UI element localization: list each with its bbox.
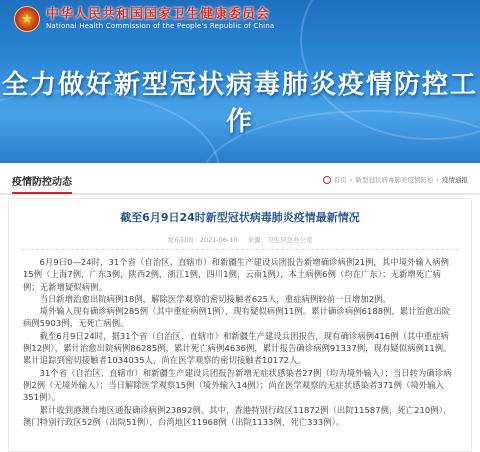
article-meta: [9, 235, 471, 244]
section-navbar: [0, 163, 480, 195]
article-panel: [8, 198, 472, 452]
article-paragraph: 累计收到港澳台地区通报确诊病例23892例。其中，香港特别行政区11872例（出院11587例，死亡210例），澳门特别行政区52例（出院51例），台湾地区11968例（出院1133例，死亡333例）。: [23, 404, 452, 427]
national-emblem-icon: ★: [14, 6, 40, 32]
article-title: 截至6月9日24时新型冠状病毒肺炎疫情最新情况: [120, 211, 360, 224]
breadcrumb-current[interactable]: 疫情通报: [442, 176, 468, 184]
header-banner: [0, 0, 480, 163]
article-body: [9, 250, 471, 428]
article-paragraph: 6月9日0—24时，31个省（自治区、直辖市）和新疆生产建设兵团报告新增确诊病例21例，其中境外输入病例15例（上海7例，广东3例，陕西2例，浙江1例，四川1例，云南1例），本土病例6例（均在广东）；无新增死亡病例；无新增疑似病例。: [23, 257, 450, 292]
article-source: 来源：卫生应急办公室: [247, 236, 313, 244]
logo-title-cn: 中华人民共和国国家卫生健康委员会: [46, 7, 271, 22]
article-date: 发布时间：2021-06-10: [167, 236, 238, 244]
breadcrumb: [323, 175, 468, 184]
article-paragraph: 境外输入现有确诊病例285例（其中重症病例1例），现有疑似病例11例。累计确诊病例6188例，累计治愈出院病例5903例，无死亡病例。: [23, 306, 451, 329]
breadcrumb-separator: ›: [349, 175, 353, 184]
site-logo[interactable]: [14, 6, 274, 32]
banner-slogan: 全力做好新型冠状病毒肺炎疫情防控工作: [1, 70, 478, 137]
article-paragraph: 31个省（自治区、直辖市）和新疆生产建设兵团报告新增无症状感染者27例（均为境外输入）；当日转为确诊病例2例（无境外输入）；当日解除医学观察15例（境外输入14例）；尚在医学观察的无症状感染者371例（境外输入351例）。: [23, 367, 452, 403]
breadcrumb-separator: ›: [436, 175, 439, 184]
section-title[interactable]: 疫情防控动态: [12, 173, 72, 194]
location-icon: [323, 176, 331, 184]
logo-title-en: National Health Commission of the People's Republic of China: [46, 22, 275, 30]
breadcrumb-home[interactable]: 首页: [333, 176, 347, 184]
article-paragraph: 当日新增治愈出院病例18例，解除医学观察的密切接触者625人，重症病例较前一日增加2例。: [39, 293, 391, 304]
breadcrumb-section[interactable]: 新型冠状病毒肺炎疫情防控: [355, 176, 434, 184]
article-paragraph: 截至6月9日24时，据31个省（自治区、直辖市）和新疆生产建设兵团报告，现有确诊病例416例（其中重症病例12例），累计治愈出院病例86285例，累计死亡病例4636例，累计报告确诊病例91337例，现有疑似病例11例。累计追踪到密切接触者1034035人，尚在医学观察的密切接触者10172人。: [23, 330, 452, 366]
